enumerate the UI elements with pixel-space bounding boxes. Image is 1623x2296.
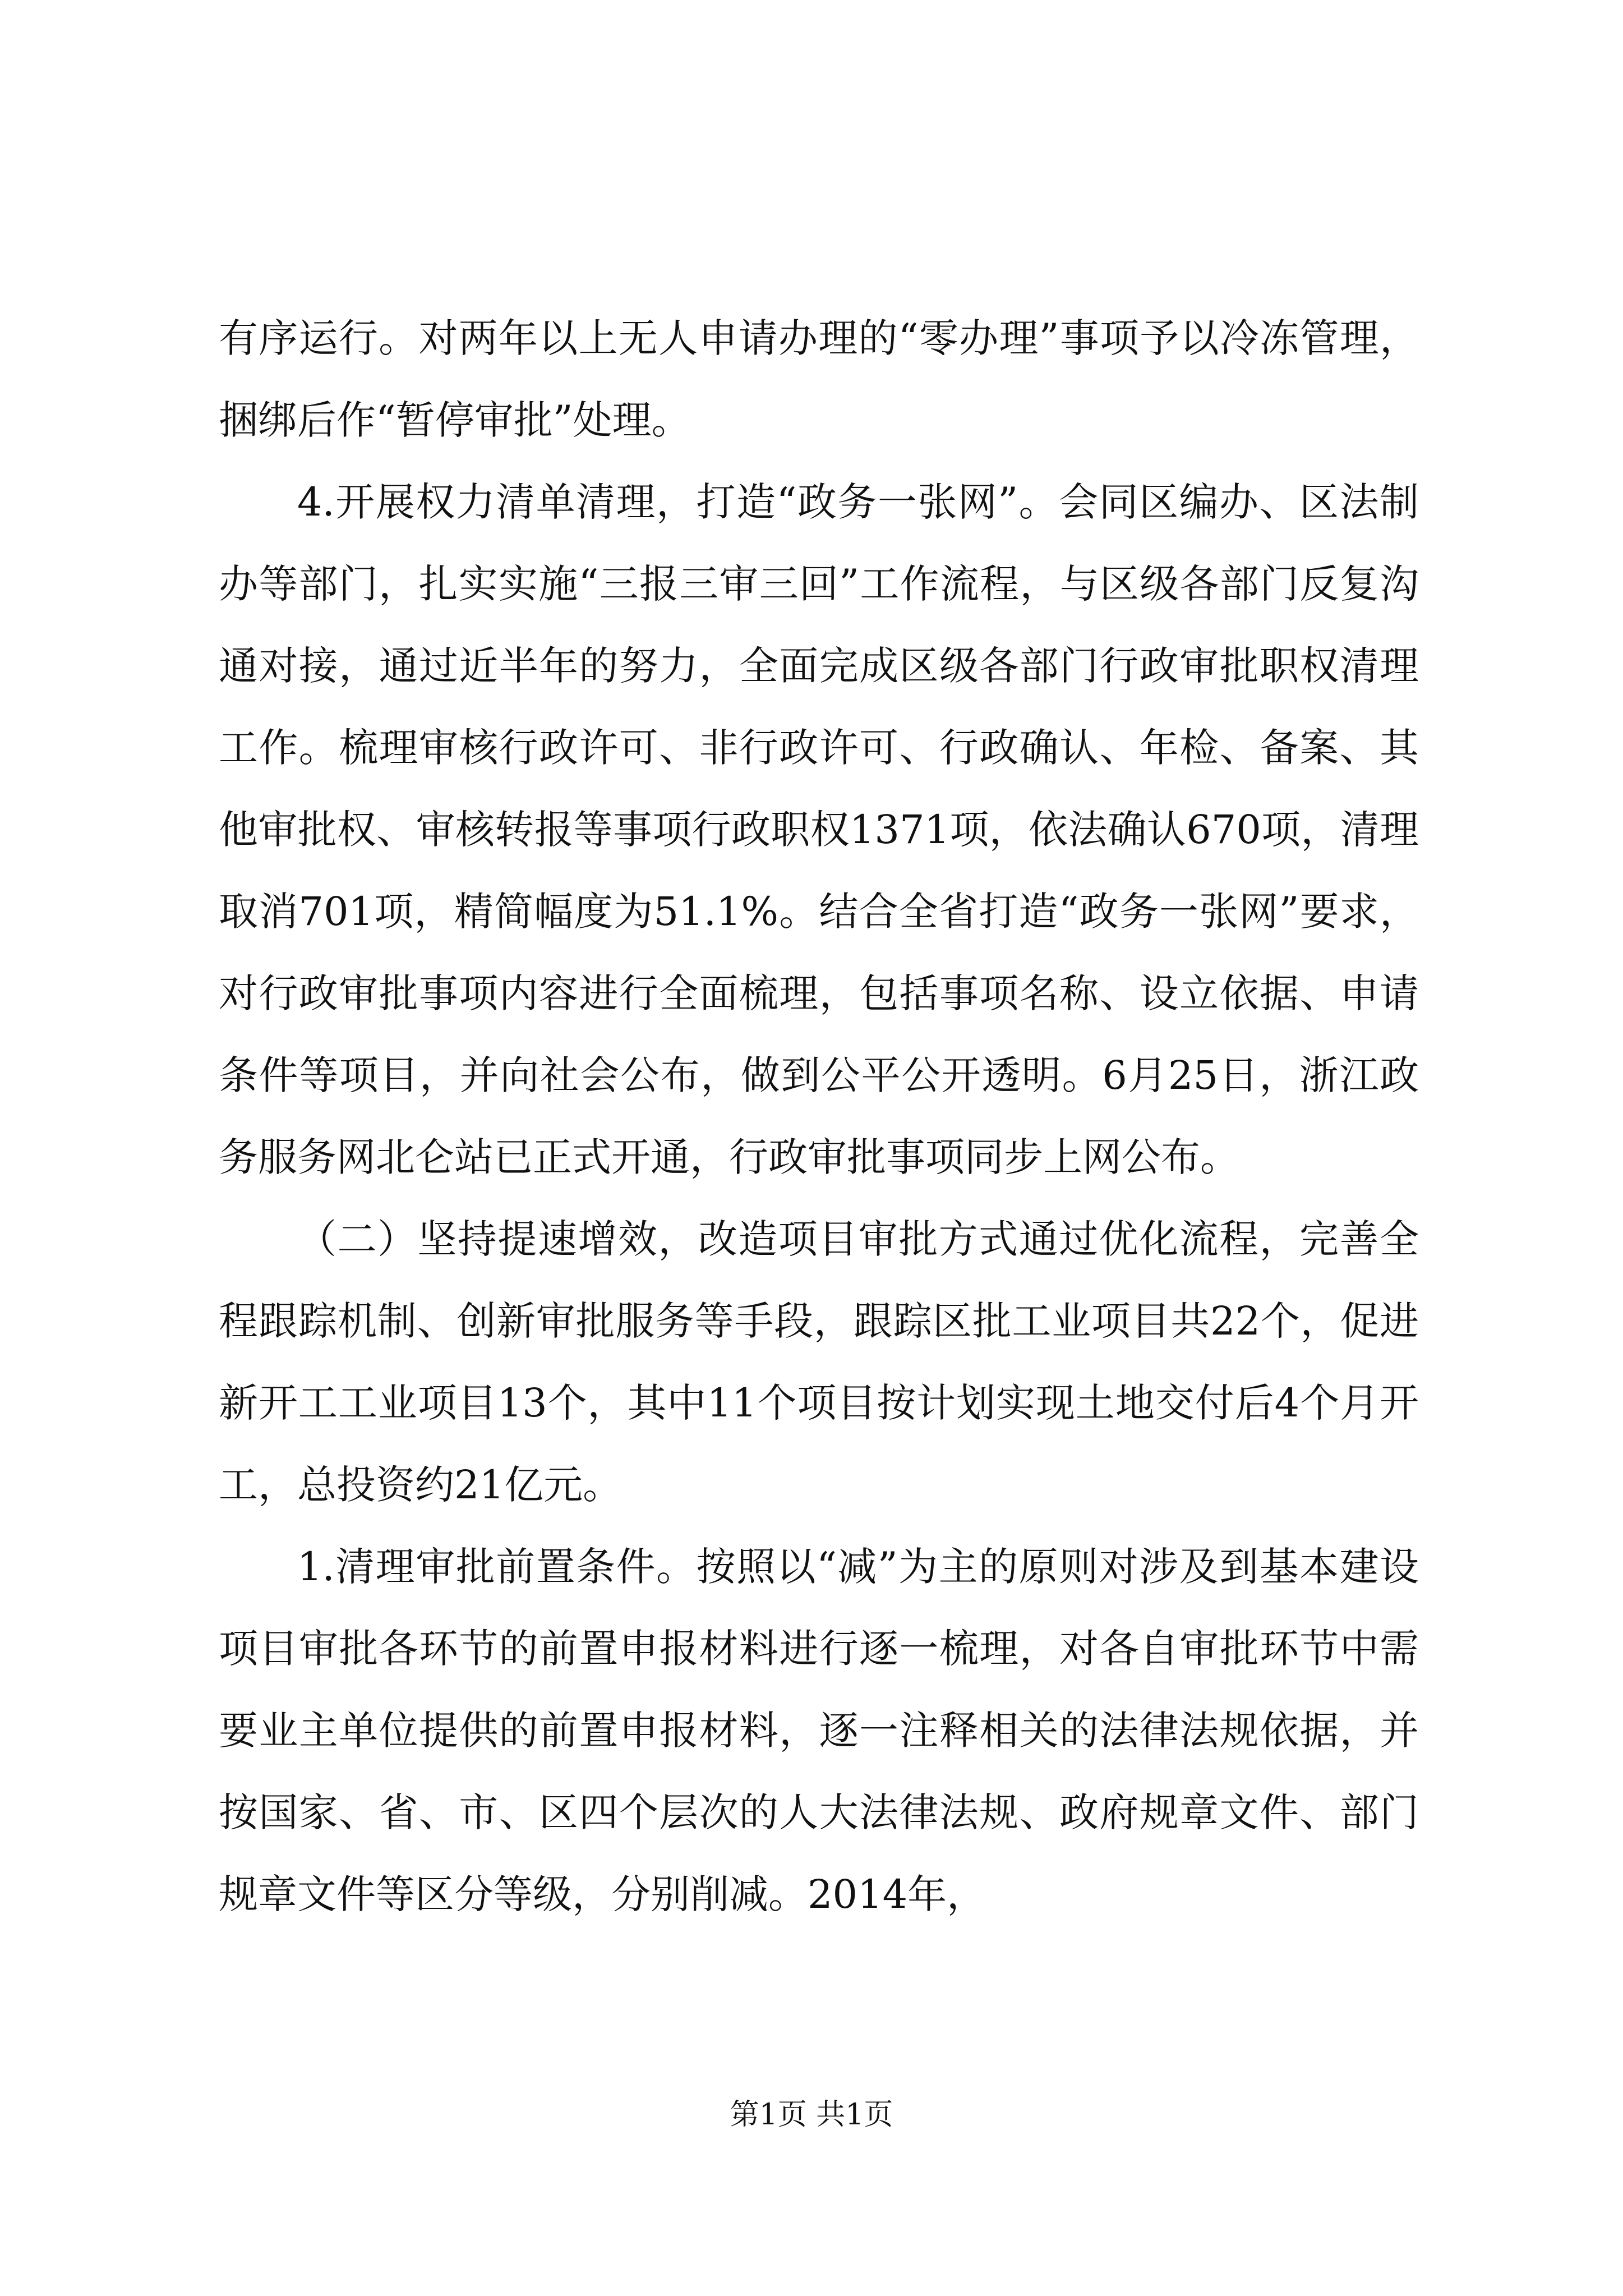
- paragraph-power-list-cleanup: 4.开展权力清单清理，打造“政务一张网”。会同区编办、区法制办等部门，扎实实施“三报三审三回”工作流程，与区级各部门反复沟通对接，通过近半年的努力，全面完成区级各部门行政审批职权清理工作。梳理审核行政许可、非行政许可、行政确认、年检、备案、其他审批权、审核转报等事项行政职权1371项，依法确认670项，清理取消701项，精简幅度为51.1%。结合全省打造“政务一张网”要求，对行政审批事项内容进行全面梳理，包括事项名称、设立依据、申请条件等项目，并向社会公布，做到公平公开透明。6月25日，浙江政务服务网北仑站已正式开通，行政审批事项同步上网公布。: [219, 479, 1419, 1180]
- page-footer: 第1页 共1页: [730, 2098, 893, 2132]
- paragraph-continuation: 有序运行。对两年以上无人申请办理的“零办理”事项予以冷冻管理，捆绑后作“暂停审批”处理。: [219, 315, 1419, 443]
- paragraph-project-approval: （二）坚持提速增效，改造项目审批方式通过优化流程，完善全程跟踪机制、创新审批服务等手段，跟踪区批工业项目共22个，促进新开工工业项目13个，其中11个项目按计划实现土地交付后4个月开工，总投资约21亿元。: [219, 1216, 1419, 1508]
- document-body: [219, 297, 1419, 1935]
- paragraph-precondition-cleanup: 1.清理审批前置条件。按照以“减”为主的原则对涉及到基本建设项目审批各环节的前置申报材料进行逐一梳理，对各自审批环节中需要业主单位提供的前置申报材料，逐一注释相关的法律法规依据，并按国家、省、市、区四个层次的人大法律法规、政府规章文件、部门规章文件等区分等级，分别削减。2014年，: [219, 1544, 1419, 1917]
